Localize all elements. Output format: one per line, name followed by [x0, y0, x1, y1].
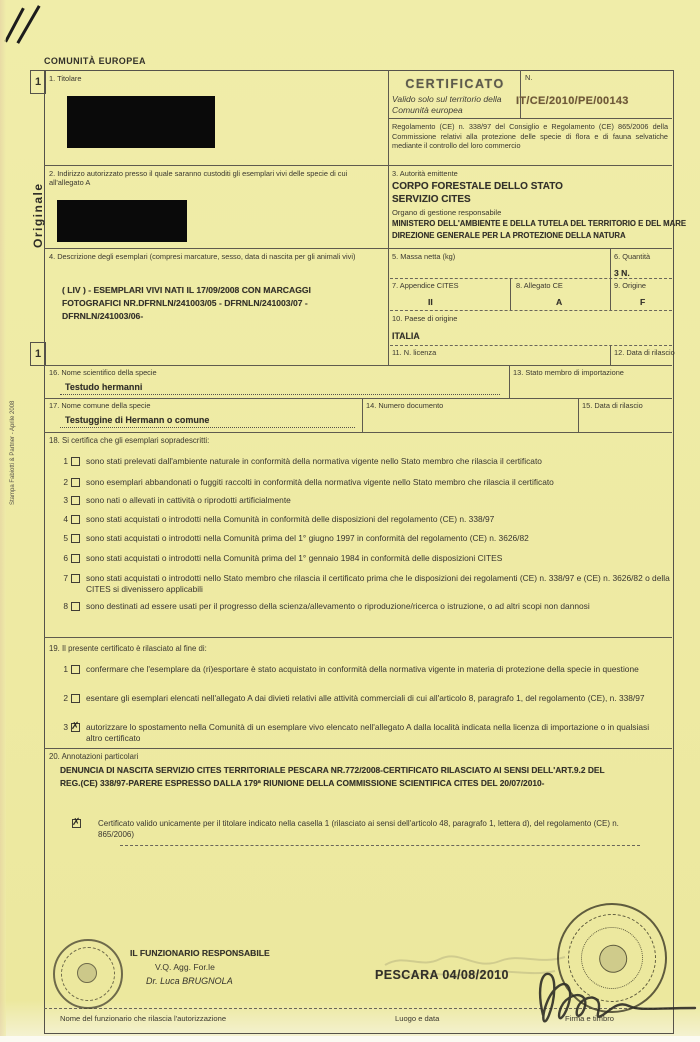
box17-label: 17. Nome comune della specie [49, 401, 151, 410]
footer-label-sign: Firma e timbro [565, 1014, 614, 1023]
official-title: IL FUNZIONARIO RESPONSABILE [130, 948, 270, 958]
box7-label: 7. Appendice CITES [392, 281, 459, 290]
checkbox[interactable] [71, 515, 80, 524]
checkbox[interactable] [71, 602, 80, 611]
annotation-text: DENUNCIA DI NASCITA SERVIZIO CITES TERRITORIALE PESCARA NR.772/2008-CERTIFICATO RILASCIATO AI SENSI DELL'ART.9.2 DEL REG.(CE) 338/97-PARERE ESPRESSO DALLA 179ª RIUNIONE DELLA COMMISSIONE SCIENTIFICA CITES DEL 20/07/2010- [60, 765, 605, 788]
issuing-authority-line: MINISTERO DELL'AMBIENTE E DELLA TUTELA DEL TERRITORIO E DEL MARE [392, 219, 687, 228]
box10-label: 10. Paese di origine [392, 314, 458, 323]
issuing-authority-line: CORPO FORESTALE DELLO STATO [392, 181, 563, 192]
certify-item-text: sono stati acquistati o introdotti nella Comunità in conformità delle disposizioni del regolamento (CE) n. 338/97 [86, 514, 495, 524]
redacted-address [57, 200, 187, 242]
certificate-subtitle: Valido solo sul territorio della Comunità europea [392, 94, 502, 115]
certify-item-text: sono stati acquistati o introdotti nella Comunità prima del 1° gennaio 1984 in conformità delle disposizioni CITES [86, 553, 503, 563]
official-name: Dr. Luca BRUGNOLA [146, 976, 233, 986]
section20-header: 20. Annotazioni particolari [49, 752, 139, 761]
section19-header: 19. Il presente certificato è rilasciato al fine di: [49, 644, 207, 653]
section18-header: 18. Si certifica che gli esemplari sopradescritti: [49, 436, 210, 445]
regulation-note: Regolamento (CE) n. 338/97 del Consiglio e Regolamento (CE) 865/2006 della Commissione relativi alla protezione delle specie di flora e di fauna selvatiche mediante il controllo del loro commercio [392, 122, 668, 151]
certify-item: 3 sono nati o allevati in cattività o riprodotti artificialmente [63, 495, 291, 505]
purpose-item-text: esentare gli esemplari elencati nell'allegato A dai divieti relativi alle attività commerciali di cui all'articolo 8, paragrafo 1, del regolamento (CE), n. 338/97 [86, 693, 645, 703]
copy-number-box [30, 70, 46, 94]
checkbox[interactable] [71, 496, 80, 505]
box1-label: 1. Titolare [49, 74, 82, 83]
copy-number: 1 [34, 348, 42, 360]
footer-label-place: Luogo e data [395, 1014, 440, 1023]
certificate-number-label: N. [525, 73, 533, 82]
issuing-authority-line: Organo di gestione responsabile [392, 208, 502, 217]
box10-value: ITALIA [392, 331, 420, 341]
box8-value: A [556, 297, 563, 307]
certify-item: 7 sono stati acquistati o introdotti nello Stato membro che rilascia il certificato prima che le disposizioni dei regolamenti (CE) n. 338/97 e (CE) n. 3626/82 o della CITES si divenissero applicabili [63, 573, 670, 594]
signature [535, 960, 700, 1030]
box6-label: 6. Quantità [614, 252, 651, 261]
checkbox-checked[interactable]: ✗ [72, 817, 81, 828]
checkbox-checked[interactable]: ✗ [71, 721, 80, 732]
checkbox[interactable] [71, 478, 80, 487]
copy-number-box [30, 342, 46, 366]
certify-item: 4 sono stati acquistati o introdotti nella Comunità in conformità delle disposizioni del regolamento (CE) n. 338/97 [63, 514, 495, 524]
place-date: PESCARA 04/08/2010 [375, 968, 509, 982]
box13-label: 13. Stato membro di importazione [513, 368, 624, 377]
purpose-item: 2 esentare gli esemplari elencati nell'allegato A dai divieti relativi alle attività commerciali di cui all'articolo 8, paragrafo 1, del regolamento (CE), n. 338/97 [63, 693, 645, 703]
round-stamp-left [53, 939, 123, 1009]
checkbox[interactable] [71, 694, 80, 703]
official-rank: V.Q. Agg. For.le [155, 962, 215, 972]
box14-label: 14. Numero documento [366, 401, 444, 410]
scan-edge-bottom [0, 1036, 700, 1042]
original-label: Originale [31, 182, 45, 248]
issuing-authority-line: SERVIZIO CITES [392, 194, 471, 205]
box5-label: 5. Massa netta (kg) [392, 252, 456, 261]
certify-item-text: sono nati o allevati in cattività o riprodotti artificialmente [86, 495, 291, 505]
certify-item: 8 sono destinati ad essere usati per il progresso della scienza/allevamento o riproduzione/ricerca o istruzione, o ad altri scopi non dannosi [63, 601, 590, 611]
checkbox[interactable] [71, 665, 80, 674]
certify-item-text: sono destinati ad essere usati per il progresso della scienza/allevamento o riproduzione/ricerca o istruzione, o ad altri scopi non dannosi [86, 601, 590, 611]
box11-label: 11. N. licenza [392, 348, 437, 357]
purpose-item-text: autorizzare lo spostamento nella Comunità di un esemplare vivo elencato nell'allegato A dalla località indicata nella licenza di importazione o in qualsiasi altro certificato [86, 722, 650, 743]
certify-item: 5 sono stati acquistati o introdotti nella Comunità prima del 1° giugno 1997 in conformità del regolamento (CE) n. 3626/82 [63, 533, 529, 543]
checkbox[interactable] [71, 574, 80, 583]
box16-label: 16. Nome scientifico della specie [49, 368, 157, 377]
certify-item-text: sono stati acquistati o introdotti nello Stato membro che rilascia il certificato prima che le disposizioni dei regolamenti (CE) n. 338/97 e (CE) n. 3626/82 o della CITES si divenissero applicabili [86, 573, 670, 594]
box3-label: 3. Autorità emittente [392, 169, 458, 178]
box9-label: 9. Origine [614, 281, 647, 290]
checkbox[interactable] [71, 534, 80, 543]
scientific-name: Testudo hermanni [65, 382, 143, 392]
certify-item-text: sono stati acquistati o introdotti nella Comunità prima del 1° giugno 1997 in conformità del regolamento (CE) n. 3626/82 [86, 533, 529, 543]
certify-item-text: sono stati prelevati dall'ambiente naturale in conformità della normativa vigente nello Stato membro che rilascia il certificato [86, 456, 542, 466]
certify-item-text: sono esemplari abbandonati o fuggiti raccolti in conformità della normativa vigente nello Stato membro che rilascia il certificato [86, 477, 554, 487]
specimen-description: ( LIV ) - ESEMPLARI VIVI NATI IL 17/09/2008 CON MARCAGGI FOTOGRAFICI NR.DFRNLN/241003/05 - DFRNLN/241003/07 - DFRNLN/241003/06- [62, 285, 311, 321]
scan-edge-left [0, 0, 6, 1042]
checkbox[interactable] [71, 457, 80, 466]
common-name: Testuggine di Hermann o comune [65, 415, 210, 425]
redacted-holder-name [67, 96, 215, 148]
box7-value: II [428, 297, 433, 307]
purpose-item: 3 ✗ autorizzare lo spostamento nella Comunità di un esemplare vivo elencato nell'allegato A dalla località indicata nella licenza di importazione o in qualsiasi altro certificato [63, 721, 650, 743]
certificate-number: IT/CE/2010/PE/00143 [516, 95, 629, 107]
certify-item: 1 sono stati prelevati dall'ambiente naturale in conformità della normativa vigente nello Stato membro che rilascia il certificato [63, 456, 542, 466]
box15-label: 15. Data di rilascio [582, 401, 643, 410]
box9-value: F [640, 297, 646, 307]
box4-label: 4. Descrizione degli esemplari (compresi marcature, sesso, data di nascita per gli animali vivi) [49, 252, 356, 261]
box2-label: 2. Indirizzo autorizzato presso il quale saranno custoditi gli esemplari vivi delle specie di cui all'allegato A [49, 169, 348, 187]
validity-note-text: Certificato valido unicamente per il titolare indicato nella casella 1 (rilasciato ai sensi dell'articolo 48, paragrafo 1, lettera d), del regolamento (CE) n. 865/2006) [98, 819, 619, 839]
purpose-item-text: confermare che l'esemplare da (ri)esportare è stato acquistato in conformità della normativa vigente in materia di protezione della specie in questione [86, 664, 639, 674]
issuing-authority-line: DIREZIONE GENERALE PER LA PROTEZIONE DELLA NATURA [392, 231, 626, 240]
box6-value: 3 N. [614, 268, 630, 278]
certificate-title: CERTIFICATO [405, 77, 505, 91]
purpose-item: 1 confermare che l'esemplare da (ri)esportare è stato acquistato in conformità della normativa vigente in materia di protezione della specie in questione [63, 664, 639, 674]
copy-number: 1 [34, 76, 42, 88]
certify-item: 6 sono stati acquistati o introdotti nella Comunità prima del 1° gennaio 1984 in conformità delle disposizioni CITES [63, 553, 503, 563]
box8-label: 8. Allegato CE [516, 281, 563, 290]
certify-item: 2 sono esemplari abbandonati o fuggiti raccolti in conformità della normativa vigente nello Stato membro che rilascia il certificato [63, 477, 554, 487]
checkbox[interactable] [71, 554, 80, 563]
printer-note: Stampa Fabiotti & Partner - Aprile 2008 [10, 400, 16, 505]
community-header: COMUNITÀ EUROPEA [44, 56, 146, 66]
validity-note [72, 818, 638, 840]
box12-label: 12. Data di rilascio [614, 348, 675, 357]
footer-label-name: Nome del funzionario che rilascia l'autorizzazione [60, 1014, 227, 1023]
